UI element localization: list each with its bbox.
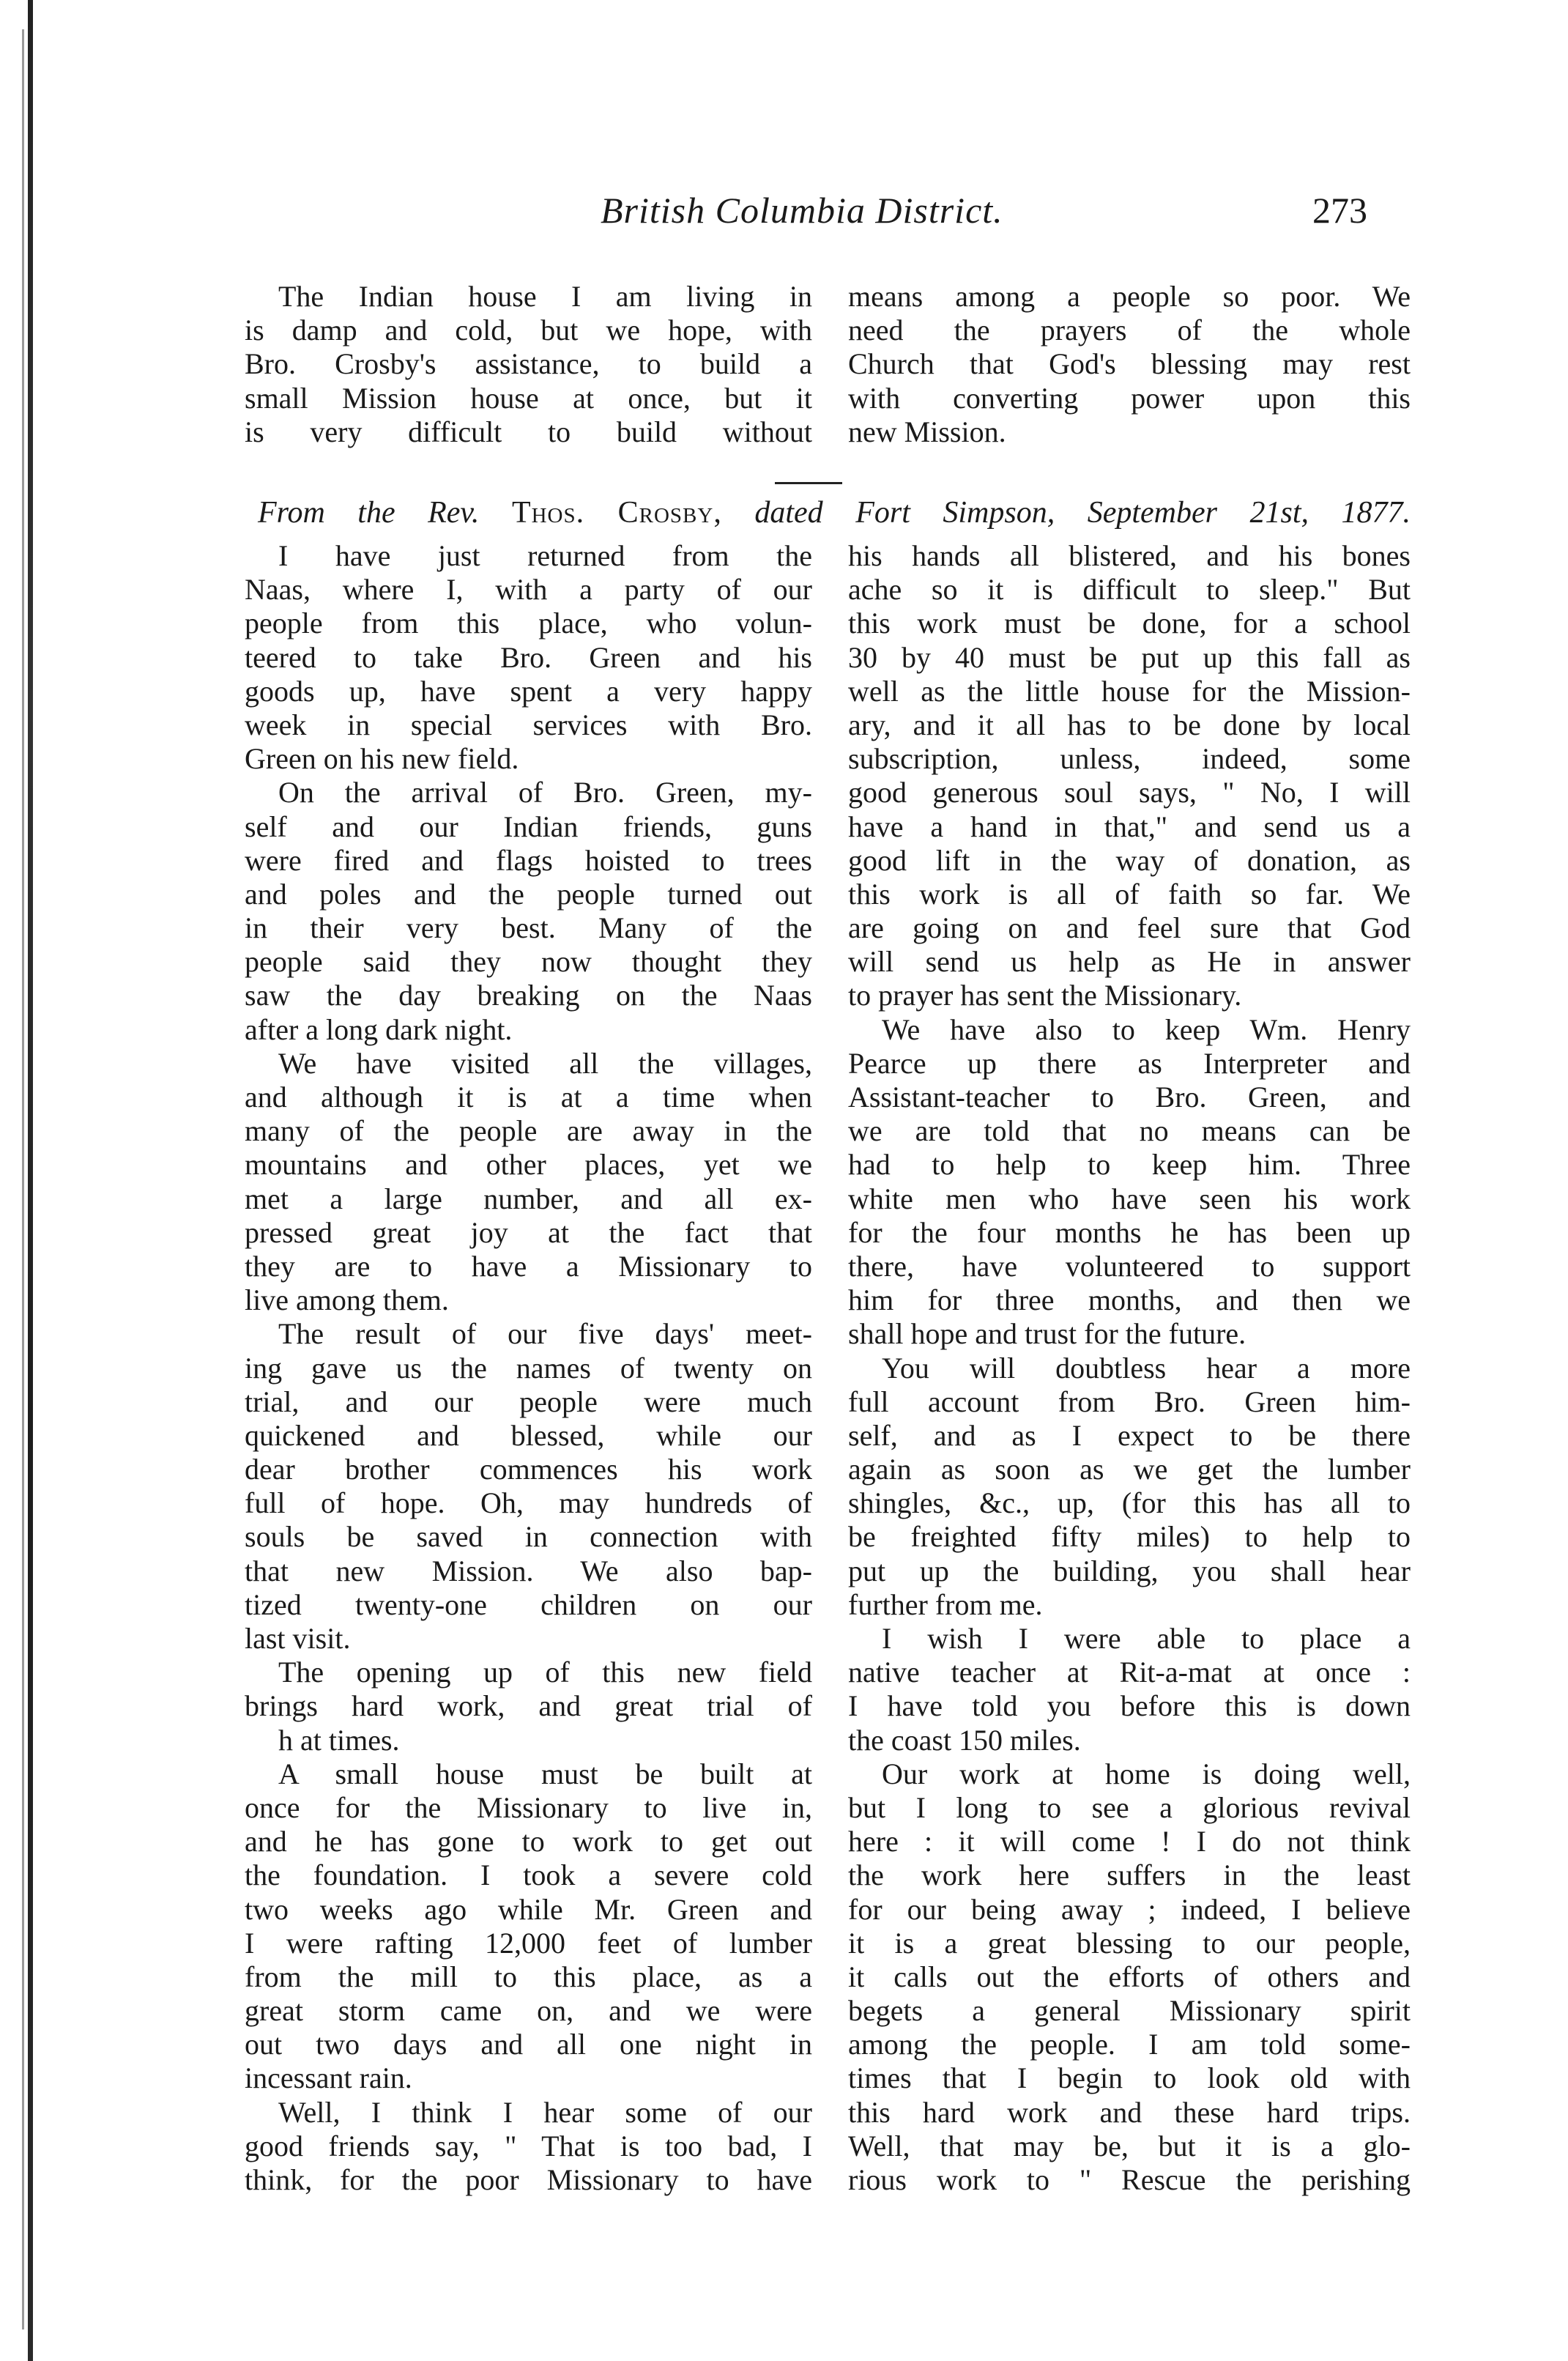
text-line: native teacher at Rit-a-mat at once : — [848, 1656, 1411, 1689]
text-line: dear brother commences his work — [245, 1453, 812, 1486]
text-line: self, and as I expect to be there — [848, 1418, 1411, 1452]
text-line: Our work at home is doing well, — [882, 1757, 1411, 1790]
text-line: him for three months, and then we — [848, 1283, 1411, 1317]
text-line: saw the day breaking on the Naas — [245, 979, 812, 1012]
text-line: think, for the poor Missionary to have — [245, 2163, 812, 2196]
text-line: many of the people are away in the — [245, 1114, 812, 1148]
text-line: this work must be done, for a school — [848, 607, 1411, 640]
page-number: 273 — [1312, 190, 1367, 231]
text-line: from the mill to this place, as a — [245, 1960, 812, 1993]
text-line: and poles and the people turned out — [245, 877, 812, 911]
text-line: 30 by 40 must be put up this fall as — [848, 640, 1411, 674]
text-line: I wish I were able to place a — [882, 1622, 1411, 1655]
text-line: have a hand in that," and send us a — [848, 809, 1411, 843]
text-line: with converting power upon this — [848, 381, 1411, 415]
running-title: British Columbia District. — [601, 190, 1003, 231]
text-line: in their very best. Many of the — [245, 911, 812, 945]
text-line: tized twenty-one children on our — [245, 1587, 812, 1621]
text-line: We have also to keep Wm. Henry — [882, 1012, 1411, 1046]
text-line: ing gave us the names of twenty on — [245, 1351, 812, 1385]
text-line: here : it will come ! I do not think — [848, 1825, 1411, 1858]
text-line: Well, I think I hear some of our — [278, 2095, 812, 2129]
dateline-date: dated Fort Simpson, September 21st, 1877. — [754, 496, 1411, 530]
text-line: small Mission house at once, but it — [245, 381, 812, 415]
text-line: Well, that may be, but it is a glo- — [848, 2129, 1411, 2162]
text-line: but I long to see a glorious revival — [848, 1790, 1411, 1824]
text-line: there, have volunteered to support — [848, 1249, 1411, 1283]
text-line: subscription, unless, indeed, some — [848, 742, 1411, 776]
text-line: full of hope. Oh, may hundreds of — [245, 1486, 812, 1520]
text-line: Green on his new field. — [245, 742, 519, 776]
text-line: The Indian house I am living in — [278, 280, 812, 313]
text-line: Pearce up there as Interpreter and — [848, 1046, 1411, 1080]
text-line: it is a great blessing to our people, — [848, 1926, 1411, 1960]
text-line: The result of our five days' meet- — [278, 1317, 812, 1351]
text-line: well as the little house for the Mission- — [848, 674, 1411, 708]
text-line: new Mission. — [848, 415, 1006, 448]
text-line: met a large number, and all ex- — [245, 1182, 812, 1215]
text-line: people said they now thought they — [245, 945, 812, 979]
text-line: good generous soul says, " No, I will — [848, 776, 1411, 809]
text-line: A small house must be built at — [278, 1757, 812, 1790]
text-line: mountains and other places, yet we — [245, 1148, 812, 1182]
text-line: two weeks ago while Mr. Green and — [245, 1892, 812, 1926]
text-line: I have just returned from the — [278, 539, 812, 572]
top-left-paragraph — [245, 280, 812, 449]
text-line: need the prayers of the whole — [848, 314, 1411, 347]
dateline-author: Thos. Crosby, — [511, 496, 722, 530]
text-line: teered to take Bro. Green and his — [245, 640, 812, 674]
text-line: this work is all of faith so far. We — [848, 877, 1411, 911]
text-line: out two days and all one night in — [245, 2028, 812, 2061]
text-line: it calls out the efforts of others and — [848, 1960, 1411, 1993]
text-line: I have told you before this is down — [848, 1689, 1411, 1723]
right-column — [848, 539, 1411, 2197]
text-line: people from this place, who volun- — [245, 607, 812, 640]
text-line: is damp and cold, but we hope, with — [245, 314, 812, 347]
text-line: they are to have a Missionary to — [245, 1249, 812, 1283]
text-line: self and our Indian friends, guns — [245, 809, 812, 843]
text-line: Church that God's blessing may rest — [848, 347, 1411, 381]
text-line: pressed great joy at the fact that — [245, 1215, 812, 1249]
text-line: is very difficult to build without — [245, 415, 812, 448]
text-line: shingles, &c., up, (for this has all to — [848, 1486, 1411, 1520]
text-line: this hard work and these hard trips. — [848, 2095, 1411, 2129]
text-line: were fired and flags hoisted to trees — [245, 843, 812, 877]
text-line: We have visited all the villages, — [278, 1046, 812, 1080]
text-line: and he has gone to work to get out — [245, 1825, 812, 1858]
text-line: for our being away ; indeed, I believe — [848, 1892, 1411, 1926]
text-line: h at times. — [278, 1723, 400, 1757]
text-line: and although it is at a time when — [245, 1081, 812, 1113]
text-line: rious work to " Rescue the perishing — [848, 2163, 1411, 2196]
text-line: good lift in the way of donation, as — [848, 843, 1411, 877]
text-line: The opening up of this new field — [278, 1656, 812, 1689]
text-line: after a long dark night. — [245, 1012, 513, 1046]
text-line: the foundation. I took a severe cold — [245, 1858, 812, 1892]
letter-dateline — [258, 495, 1411, 530]
text-line: once for the Missionary to live in, — [245, 1790, 812, 1824]
text-line: had to help to keep him. Three — [848, 1148, 1411, 1182]
text-line: live among them. — [245, 1283, 449, 1317]
text-line: trial, and our people were much — [245, 1385, 812, 1418]
text-line: white men who have seen his work — [848, 1182, 1411, 1215]
text-line: Assistant-teacher to Bro. Green, and — [848, 1081, 1411, 1113]
text-line: On the arrival of Bro. Green, my- — [278, 776, 812, 809]
scan-binding-shadow — [22, 29, 24, 2330]
text-line: for the four months he has been up — [848, 1215, 1411, 1249]
left-column — [245, 539, 812, 2197]
text-line: incessant rain. — [245, 2061, 412, 2095]
text-line: his hands all blistered, and his bones — [848, 539, 1411, 572]
text-line: that new Mission. We also bap- — [245, 1554, 812, 1587]
text-line: means among a people so poor. We — [848, 280, 1411, 313]
text-line: times that I begin to look old with — [848, 2061, 1411, 2095]
text-line: we are told that no means can be — [848, 1114, 1411, 1148]
text-line: I were rafting 12,000 feet of lumber — [245, 1926, 812, 1960]
text-line: Naas, where I, with a party of our — [245, 573, 812, 607]
text-line: put up the building, you shall hear — [848, 1554, 1411, 1587]
dateline-from: From the Rev. — [258, 496, 480, 530]
text-line: again as soon as we get the lumber — [848, 1453, 1411, 1486]
text-line: begets a general Missionary spirit — [848, 1994, 1411, 2028]
text-line: the coast 150 miles. — [848, 1723, 1081, 1757]
text-line: brings hard work, and great trial of — [245, 1689, 812, 1723]
text-line: goods up, have spent a very happy — [245, 674, 812, 708]
text-line: ary, and it all has to be done by local — [848, 708, 1411, 741]
text-line: be freighted fifty miles) to help to — [848, 1520, 1411, 1554]
text-line: shall hope and trust for the future. — [848, 1317, 1246, 1351]
section-divider — [775, 482, 842, 484]
text-line: last visit. — [245, 1622, 351, 1655]
text-line: souls be saved in connection with — [245, 1520, 812, 1554]
text-line: ache so it is difficult to sleep." But — [848, 573, 1411, 607]
scan-binding-edge — [28, 0, 33, 2361]
text-line: Bro. Crosby's assistance, to build a — [245, 347, 812, 381]
top-right-paragraph — [848, 280, 1411, 449]
text-line: to prayer has sent the Missionary. — [848, 979, 1242, 1012]
text-line: are going on and feel sure that God — [848, 911, 1411, 945]
text-line: week in special services with Bro. — [245, 708, 812, 741]
text-line: quickened and blessed, while our — [245, 1418, 812, 1452]
text-line: good friends say, " That is too bad, I — [245, 2129, 812, 2162]
text-line: great storm came on, and we were — [245, 1994, 812, 2028]
text-line: the work here suffers in the least — [848, 1858, 1411, 1892]
text-line: You will doubtless hear a more — [882, 1351, 1411, 1385]
text-line: will send us help as He in answer — [848, 945, 1411, 979]
text-line: full account from Bro. Green him- — [848, 1385, 1411, 1418]
text-line: further from me. — [848, 1587, 1043, 1621]
text-line: among the people. I am told some- — [848, 2028, 1411, 2061]
